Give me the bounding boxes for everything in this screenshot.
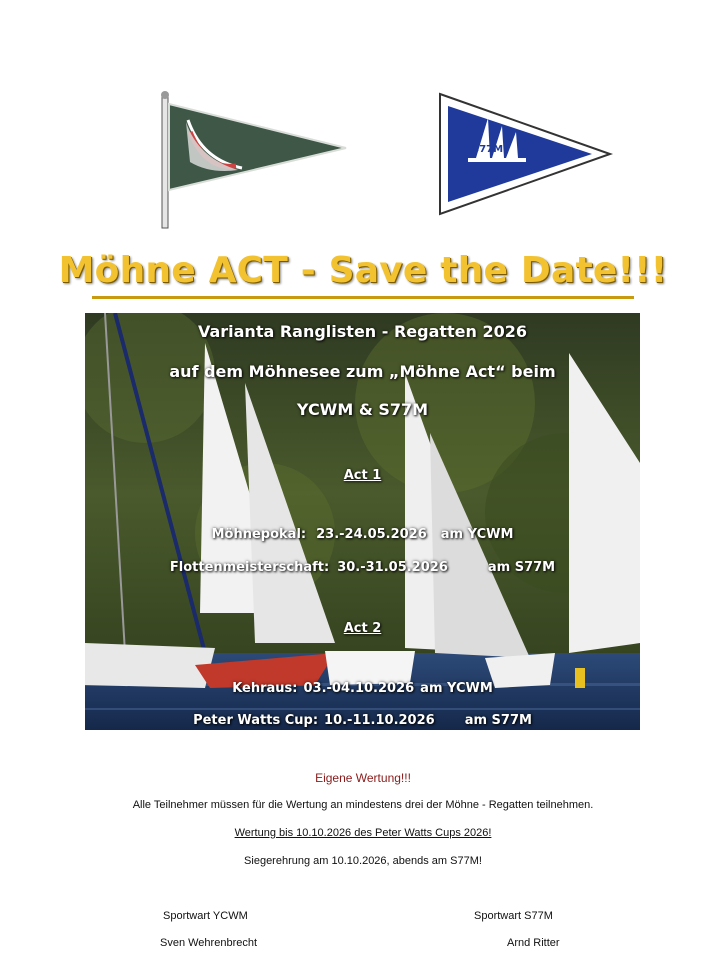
event-series-title: Varianta Ranglisten - Regatten 2026 bbox=[197, 322, 528, 341]
event-dates: 30.-31.05.2026 bbox=[337, 560, 448, 575]
act1-heading: Act 1 bbox=[343, 468, 382, 483]
event-clubs: YCWM & S77M bbox=[296, 400, 429, 419]
event-row bbox=[85, 560, 640, 575]
event-venue: am S77M bbox=[487, 560, 556, 575]
event-row bbox=[85, 681, 640, 696]
left-signature-role: Sportwart YCWM bbox=[163, 910, 248, 922]
event-venue: am S77M bbox=[464, 713, 532, 728]
event-name: Möhnepokal: bbox=[211, 527, 307, 542]
act2-heading: Act 2 bbox=[343, 621, 382, 636]
right-signature-role: Sportwart S77M bbox=[474, 910, 553, 922]
participation-rule: Alle Teilnehmer müssen für die Wertung an mindestens drei der Möhne - Regatten teilnehmen. bbox=[132, 799, 594, 811]
left-signature-name: Sven Wehrenbrecht bbox=[160, 937, 258, 949]
right-signature-name: Arnd Ritter bbox=[507, 937, 560, 949]
scoring-heading: Eigene Wertung!!! bbox=[315, 771, 411, 785]
event-venue: am YCWM bbox=[420, 681, 493, 696]
s77m-logo-text: S77M bbox=[472, 144, 504, 155]
event-name: Peter Watts Cup: bbox=[193, 713, 319, 728]
event-dates: 10.-11.10.2026 bbox=[324, 713, 435, 728]
event-dates: 03.-04.10.2026 bbox=[303, 681, 415, 696]
award-ceremony: Siegerehrung am 10.10.2026, abends am S77M! bbox=[244, 855, 482, 867]
event-dates: 23.-24.05.2026 bbox=[316, 527, 427, 542]
s77m-burgee-logo bbox=[436, 90, 616, 218]
ycwm-burgee-logo bbox=[150, 90, 355, 232]
event-name: Flottenmeisterschaft: bbox=[169, 560, 330, 575]
event-name: Kehraus: bbox=[232, 681, 298, 696]
title-underline bbox=[92, 296, 634, 299]
event-location: auf dem Möhnesee zum „Möhne Act“ beim bbox=[169, 362, 556, 381]
event-row bbox=[85, 527, 640, 542]
page-title: Möhne ACT - Save the Date!!! bbox=[58, 250, 668, 291]
event-row bbox=[85, 713, 640, 728]
event-venue: am YCWM bbox=[440, 527, 514, 542]
scoring-deadline: Wertung bis 10.10.2026 des Peter Watts Cups 2026! bbox=[234, 827, 492, 839]
